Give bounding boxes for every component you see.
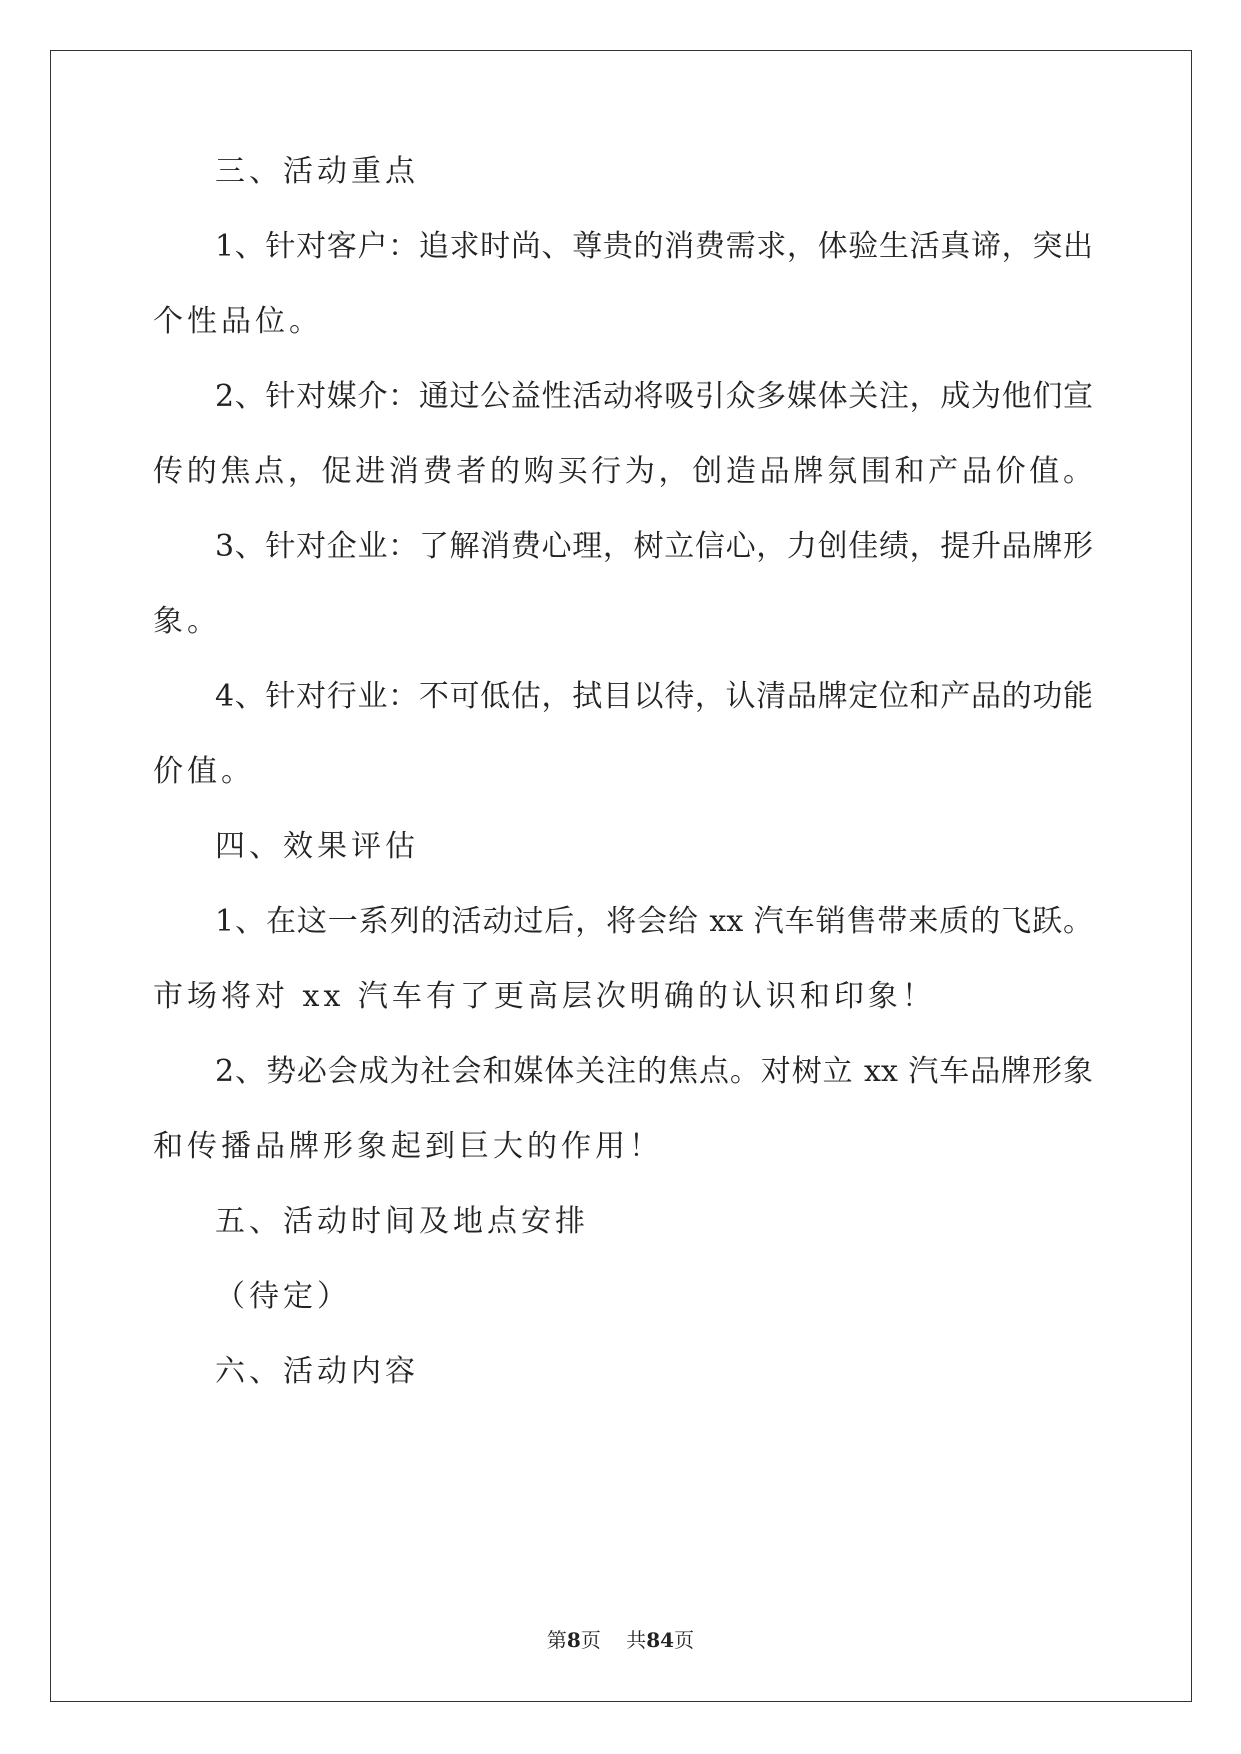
footer-total-pages: 84 [646,1628,675,1652]
footer-page-prefix: 第 [546,1628,567,1652]
footer-page-number: 8 [566,1628,581,1652]
heading-effect-evaluation: 四、效果评估 [215,829,419,864]
heading-activity-content: 六、活动内容 [215,1354,419,1389]
footer-total-suffix: 页 [674,1628,695,1652]
heading-activity-focus: 三、活动重点 [215,154,419,189]
paragraph-line: 2、势必会成为社会和媒体关注的焦点。对树立 xx 汽车品牌形象 [215,1054,1093,1089]
page-border [50,50,1192,1702]
paragraph-line: 个性品位。 [153,304,323,339]
footer-total-prefix: 共 [626,1628,647,1652]
paragraph-line: 1、在这一系列的活动过后，将会给 xx 汽车销售带来质的飞跃。 [215,904,1093,939]
heading-time-location: 五、活动时间及地点安排 [215,1204,589,1239]
paragraph-line: 传的焦点，促进消费者的购买行为，创造品牌氛围和产品价值。 [153,454,1093,489]
footer-page-suffix: 页 [580,1628,601,1652]
paragraph-line: 4、针对行业：不可低估，拭目以待，认清品牌定位和产品的功能 [215,679,1093,714]
page-footer [0,1628,1241,1652]
paragraph-line: 1、针对客户：追求时尚、尊贵的消费需求，体验生活真谛，突出 [215,229,1093,264]
paragraph-line: 和传播品牌形象起到巨大的作用！ [153,1129,663,1164]
paragraph-line: 象。 [153,604,221,639]
paragraph-line: 3、针对企业：了解消费心理，树立信心，力创佳绩，提升品牌形 [215,529,1093,564]
paragraph-line: （待定） [215,1279,351,1314]
paragraph-line: 2、针对媒介：通过公益性活动将吸引众多媒体关注，成为他们宣 [215,379,1093,414]
paragraph-line: 价值。 [153,754,255,789]
paragraph-line: 市场将对 xx 汽车有了更高层次明确的认识和印象！ [153,979,936,1014]
